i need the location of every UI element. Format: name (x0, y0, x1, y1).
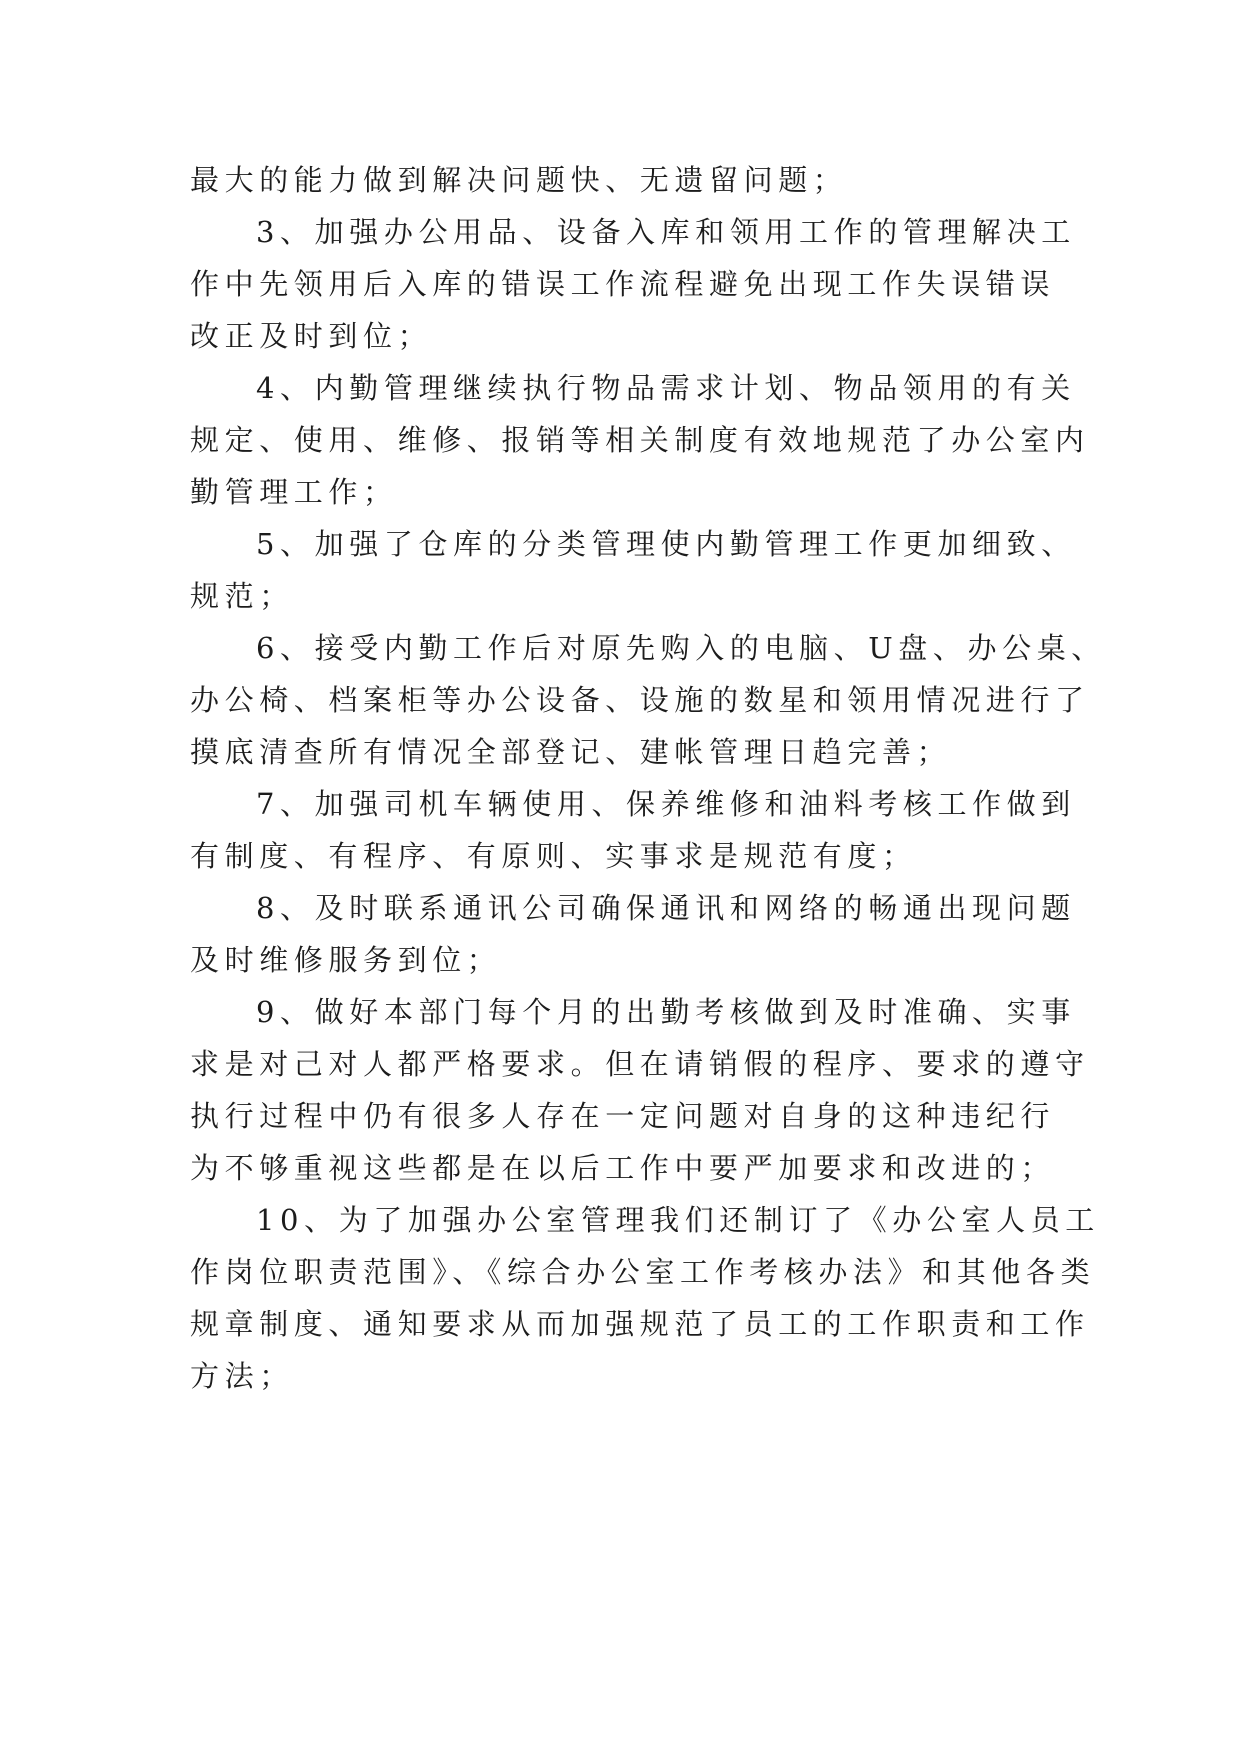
text-line: 执行过程中仍有很多人存在一定问题对自身的这种违纪行 (190, 1099, 1056, 1133)
text-line: 10、为了加强办公室管理我们还制订了《办公室人员工 (256, 1203, 1100, 1237)
text-line: 办公椅、档案柜等办公设备、设施的数星和领用情况进行了 (190, 683, 1090, 717)
text-line: 摸底清查所有情况全部登记、建帐管理日趋完善； (190, 735, 952, 769)
text-line: 为不够重视这些都是在以后工作中要严加要求和改进的； (190, 1151, 1056, 1185)
text-line: 及时维修服务到位； (190, 943, 502, 977)
text-line: 5、加强了仓库的分类管理使内勤管理工作更加细致、 (256, 527, 1076, 561)
text-line: 8、及时联系通讯公司确保通讯和网络的畅通出现问题 (256, 891, 1076, 925)
text-line: 作岗位职责范围》、《综合办公室工作考核办法》和其他各类 (190, 1255, 1096, 1289)
text-line: 求是对己对人都严格要求。但在请销假的程序、要求的遵守 (190, 1047, 1090, 1081)
text-line: 9、做好本部门每个月的出勤考核做到及时准确、实事 (256, 995, 1076, 1029)
text-line: 方法； (190, 1359, 294, 1393)
text-line: 勤管理工作； (190, 475, 398, 509)
text-line: 改正及时到位； (190, 319, 433, 353)
text-line: 最大的能力做到解决问题快、无遗留问题； (190, 163, 848, 197)
text-line: 4、内勤管理继续执行物品需求计划、物品领用的有关 (256, 371, 1076, 405)
text-line: 规定、使用、维修、报销等相关制度有效地规范了办公室内 (190, 423, 1090, 457)
text-line: 作中先领用后入库的错误工作流程避免出现工作失误错误 (190, 267, 1056, 301)
text-line: 7、加强司机车辆使用、保养维修和油料考核工作做到 (256, 787, 1076, 821)
text-line: 有制度、有程序、有原则、实事求是规范有度； (190, 839, 917, 873)
text-line: 规范； (190, 579, 294, 613)
text-line: 3、加强办公用品、设备入库和领用工作的管理解决工 (256, 215, 1076, 249)
text-line: 规章制度、通知要求从而加强规范了员工的工作职责和工作 (190, 1307, 1090, 1341)
text-line: 6、接受内勤工作后对原先购入的电脑、U盘、办公桌、 (256, 631, 1106, 665)
